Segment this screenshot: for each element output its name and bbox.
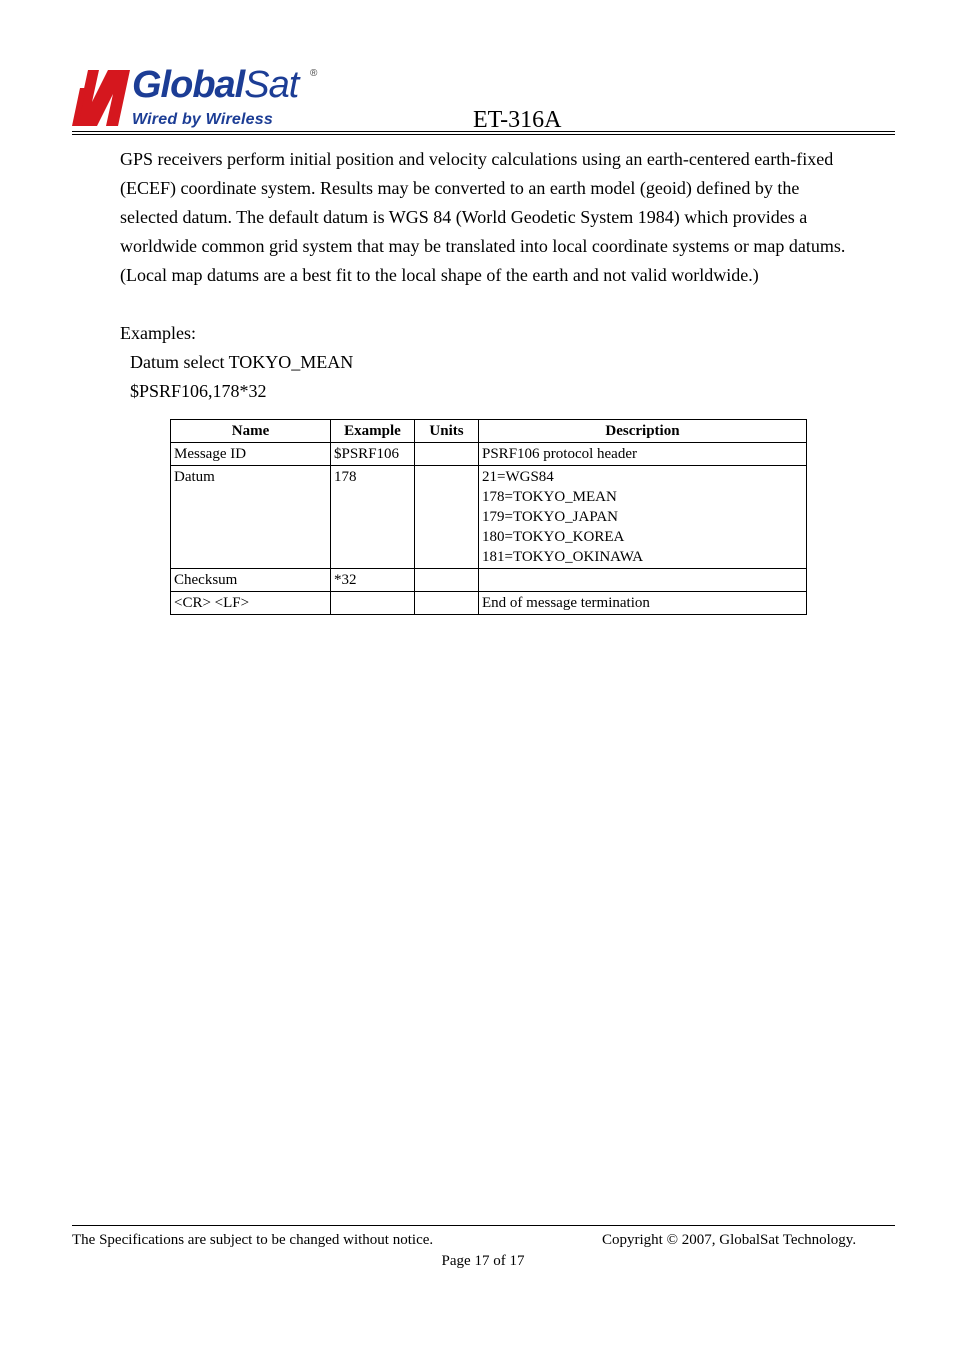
header-rule [72,131,895,135]
cell-name: Datum [171,466,331,569]
cell-units [415,592,479,615]
cell-units [415,466,479,569]
cell-example [331,592,415,615]
datum-option: 21=WGS84 [482,469,554,485]
example-line: Datum select TOKYO_MEAN [130,352,354,372]
body-text [120,145,910,406]
column-header-example: Example [331,420,415,443]
cell-name: <CR> <LF> [171,592,331,615]
cell-units [415,443,479,466]
footer-copyright: Copyright © 2007, GlobalSat Technology. [602,1232,857,1248]
cell-name: Message ID [171,443,331,466]
paragraph-line: (ECEF) coordinate system. Results may be converted to an earth model (geoid) defined by the [120,178,800,198]
globalsat-mark-icon [72,66,132,128]
logo-word-bold: Global [132,64,245,106]
table-row [171,592,807,615]
logo-word-light: Sat [244,64,299,106]
table-header-row [171,420,807,443]
datum-option: 179=TOKYO_JAPAN [482,509,618,525]
message-field-table [170,419,807,615]
datum-option: 178=TOKYO_MEAN [482,489,617,505]
page-number: Page 17 of 17 [441,1253,525,1269]
paragraph-line: GPS receivers perform initial position and velocity calculations using an earth-centered earth-fixed [120,149,834,169]
cell-description: End of message termination [479,592,807,615]
example-line: $PSRF106,178*32 [130,381,267,401]
datum-option: 181=TOKYO_OKINAWA [482,549,644,565]
cell-description [479,466,807,569]
cell-description [479,569,807,592]
cell-units [415,569,479,592]
globalsat-logo [72,66,332,130]
footer-notice: The Specifications are subject to be changed without notice. [72,1232,434,1248]
cell-example: 178 [331,466,415,569]
paragraph-line: (Local map datums are a best fit to the local shape of the earth and not valid worldwide.) [120,265,759,285]
cell-example: *32 [331,569,415,592]
cell-example: $PSRF106 [331,443,415,466]
datum-option: 180=TOKYO_KOREA [482,529,625,545]
logo-registered-mark: ® [310,68,318,79]
document-title: ET-316A [473,107,562,133]
table-row [171,466,807,569]
examples-label: Examples: [120,323,196,343]
paragraph-line: worldwide common grid system that may be translated into local coordinate systems or map datums. [120,236,846,256]
column-header-name: Name [171,420,331,443]
paragraph-line: selected datum. The default datum is WGS 84 (World Geodetic System 1984) which provides a [120,207,808,227]
column-header-units: Units [415,420,479,443]
cell-description: PSRF106 protocol header [479,443,807,466]
column-header-description: Description [479,420,807,443]
footer-rule [72,1225,895,1226]
table-row [171,569,807,592]
logo-tagline: Wired by Wireless [132,111,273,128]
cell-name: Checksum [171,569,331,592]
table-row [171,443,807,466]
